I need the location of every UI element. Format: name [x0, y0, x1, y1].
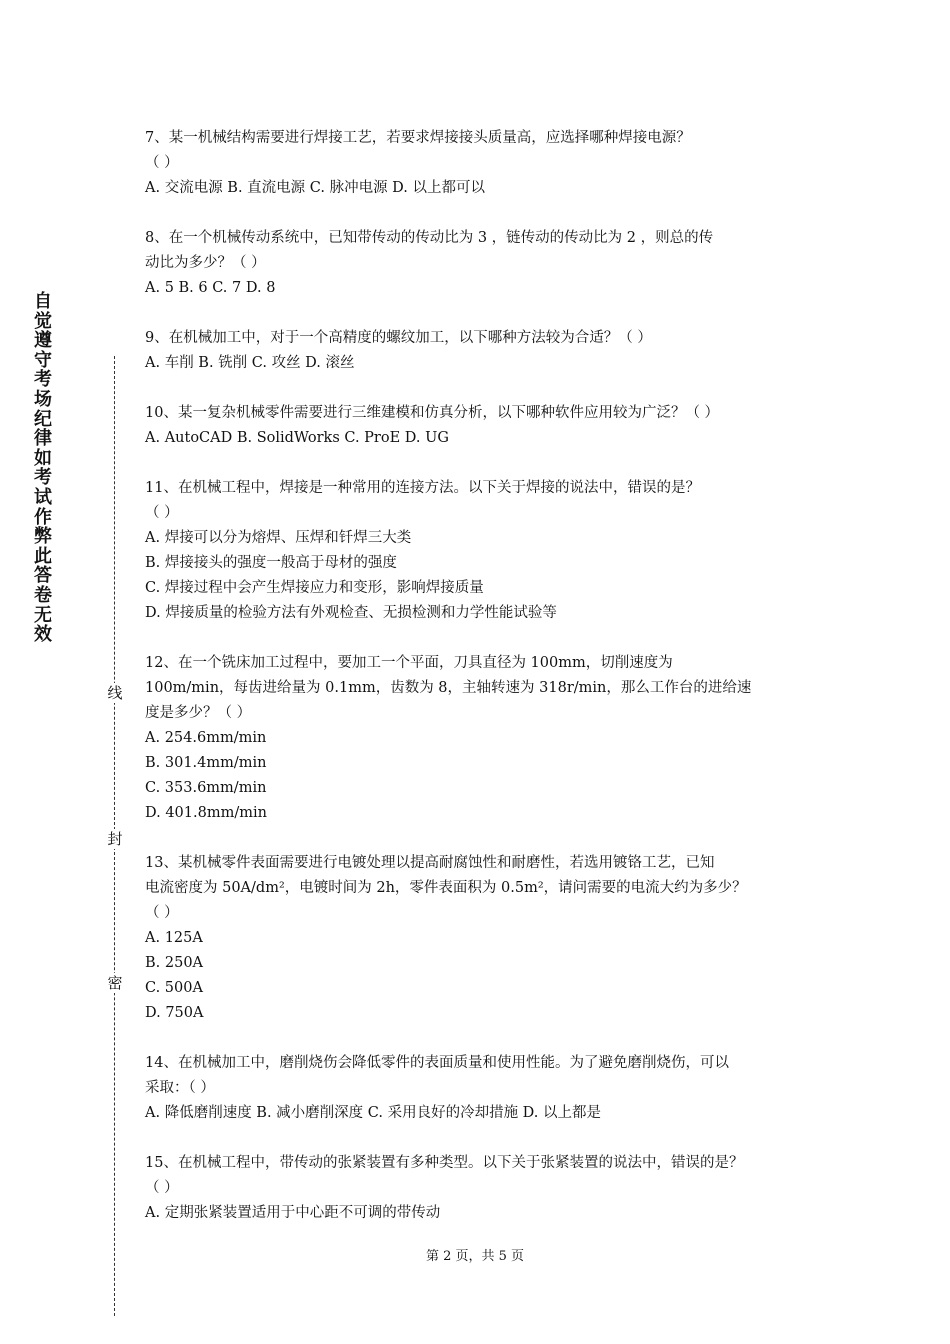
- question-list: [145, 126, 825, 1251]
- question-13: [145, 851, 825, 1026]
- question-stem: 10、某一复杂机械零件需要进行三维建模和仿真分析，以下哪种软件应用较为广泛？（ ）: [145, 405, 720, 421]
- question-7: [145, 126, 825, 201]
- question-options: A. 5 B. 6 C. 7 D. 8: [145, 280, 276, 296]
- question-stem: 14、在机械加工中，磨削烧伤会降低零件的表面质量和使用性能。为了避免磨削烧伤，可以 采取：（ ）: [145, 1055, 729, 1096]
- question-10: [145, 401, 825, 451]
- question-stem: 15、在机械工程中，带传动的张紧装置有多种类型。以下关于张紧装置的说法中，错误的是？ （ ）: [145, 1155, 744, 1196]
- question-options: A. 车削 B. 铣削 C. 攻丝 D. 滚丝: [145, 355, 355, 371]
- question-option-d: D. 750A: [145, 1005, 204, 1021]
- question-option-a: A. 焊接可以分为熔焊、压焊和钎焊三大类: [145, 530, 412, 546]
- question-option-b: B. 焊接接头的强度一般高于母材的强度: [145, 555, 397, 571]
- question-options: A. AutoCAD B. SolidWorks C. ProE D. UG: [145, 430, 449, 446]
- question-option-d: D. 401.8mm/min: [145, 805, 267, 821]
- question-stem: 9、在机械加工中，对于一个高精度的螺纹加工，以下哪种方法较为合适？（ ）: [145, 330, 652, 346]
- question-option-a: A. 定期张紧装置适用于中心距不可调的带传动: [145, 1205, 441, 1221]
- question-stem: 12、在一个铣床加工过程中，要加工一个平面，刀具直径为 100mm，切削速度为 100m/min，每齿进给量为 0.1mm，齿数为 8，主轴转速为 318r/min，那么工作台的进给速 度是多少？（ ）: [145, 655, 752, 721]
- question-stem: 8、在一个机械传动系统中，已知带传动的传动比为 3 ，链传动的传动比为 2 ，则总的传 动比为多少？（ ）: [145, 230, 714, 271]
- question-option-c: C. 353.6mm/min: [145, 780, 267, 796]
- page-footer: 第 2 页，共 5 页: [425, 1249, 525, 1264]
- exam-discipline-slogan: 自觉遵守考场纪律如考试作弊此答卷无效: [34, 291, 52, 646]
- question-9: [145, 326, 825, 376]
- question-12: [145, 651, 825, 826]
- question-11: [145, 476, 825, 626]
- question-stem: 13、某机械零件表面需要进行电镀处理以提高耐腐蚀性和耐磨性，若选用镀铬工艺，已知 电流密度为 50A/dm²，电镀时间为 2h，零件表面积为 0.5m²，请问需要的电流大约为多少？ （ ）: [145, 855, 747, 921]
- question-15: [145, 1151, 825, 1226]
- question-stem: 11、在机械工程中，焊接是一种常用的连接方法。以下关于焊接的说法中，错误的是？ （ ）: [145, 480, 700, 521]
- question-option-d: D. 焊接质量的检验方法有外观检查、无损检测和力学性能试验等: [145, 605, 557, 621]
- binding-label-line: 线: [105, 683, 125, 703]
- question-options: A. 降低磨削速度 B. 减小磨削深度 C. 采用良好的冷却措施 D. 以上都是: [145, 1105, 602, 1121]
- question-option-a: A. 254.6mm/min: [145, 730, 267, 746]
- question-option-a: A. 125A: [145, 930, 203, 946]
- question-option-b: B. 250A: [145, 955, 204, 971]
- binding-label-dense: 密: [105, 973, 125, 993]
- question-option-c: C. 500A: [145, 980, 203, 996]
- question-options: A. 交流电源 B. 直流电源 C. 脉冲电源 D. 以上都可以: [145, 180, 486, 196]
- question-14: [145, 1051, 825, 1126]
- question-option-c: C. 焊接过程中会产生焊接应力和变形，影响焊接质量: [145, 580, 484, 596]
- question-stem: 7、某一机械结构需要进行焊接工艺，若要求焊接接头质量高，应选择哪种焊接电源？ （ ）: [145, 130, 691, 171]
- question-8: [145, 226, 825, 301]
- question-option-b: B. 301.4mm/min: [145, 755, 267, 771]
- binding-label-seal: 封: [105, 829, 125, 849]
